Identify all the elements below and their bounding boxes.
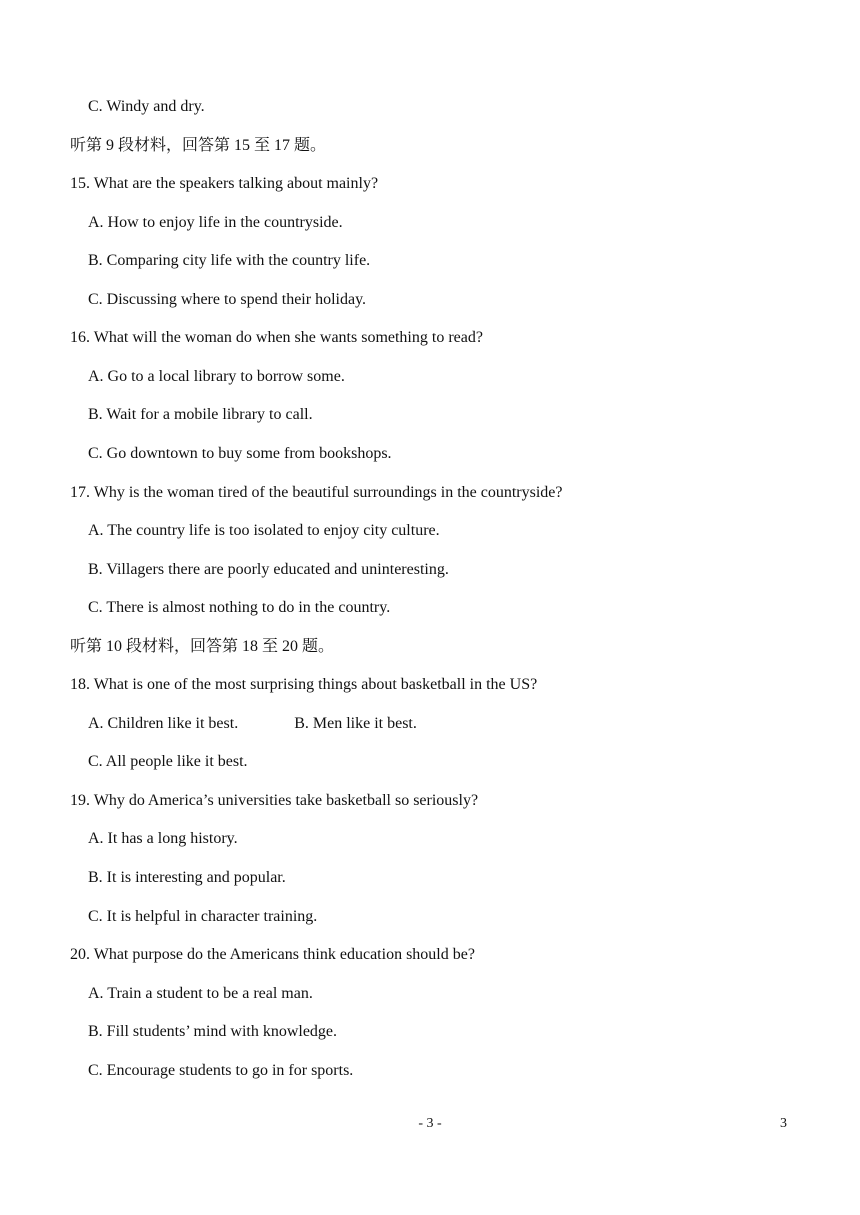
option-text: B. It is interesting and popular. [88, 869, 286, 886]
option-text: C. There is almost nothing to do in the country. [88, 599, 391, 617]
option-text: B. Comparing city life with the country life. [88, 252, 371, 270]
question-text: 15. What are the speakers talking about mainly? [70, 175, 379, 193]
question-text: 17. Why is the woman tired of the beautiful surroundings in the countryside? [70, 483, 563, 501]
option-text: B. Villagers there are poorly educated and uninteresting. [88, 560, 449, 578]
option-text: C. All people like it best. [88, 753, 248, 771]
option-text: A. How to enjoy life in the countryside. [88, 213, 343, 231]
question-text: 16. What will the woman do when she wants something to read? [70, 329, 483, 347]
option-text: C. It is helpful in character training. [88, 907, 318, 925]
section-instruction: 听第 10 段材料，回答第 18 至 20 题。 [70, 637, 335, 655]
question-text: 18. What is one of the most surprising things about basketball in the US? [70, 676, 538, 694]
section-instruction: 听第 9 段材料，回答第 15 至 17 题。 [70, 136, 327, 154]
option-text: A. Train a student to be a real man. [88, 984, 313, 1002]
page-number: 3 [780, 1116, 787, 1131]
option-text: C. Go downtown to buy some from bookshops. [88, 444, 392, 462]
option-text: B. Wait for a mobile library to call. [88, 406, 313, 424]
question-text: 19. Why do America’s universities take basketball so seriously? [70, 791, 479, 809]
option-text: A. It has a long history. [88, 830, 238, 848]
page-footer-label: - 3 - [418, 1116, 442, 1131]
option-text: A. Go to a local library to borrow some. [88, 367, 345, 385]
option-text: C. Windy and dry. [88, 98, 205, 115]
option-text: A. The country life is too isolated to enjoy city culture. [88, 522, 440, 540]
option-text: C. Discussing where to spend their holiday. [88, 290, 367, 308]
option-text: A. Children like it best. B. Men like it best. [88, 714, 417, 732]
option-text: C. Encourage students to go in for sports. [88, 1061, 354, 1079]
question-text: 20. What purpose do the Americans think education should be? [70, 946, 475, 964]
option-text: B. Fill students’ mind with knowledge. [88, 1023, 338, 1041]
